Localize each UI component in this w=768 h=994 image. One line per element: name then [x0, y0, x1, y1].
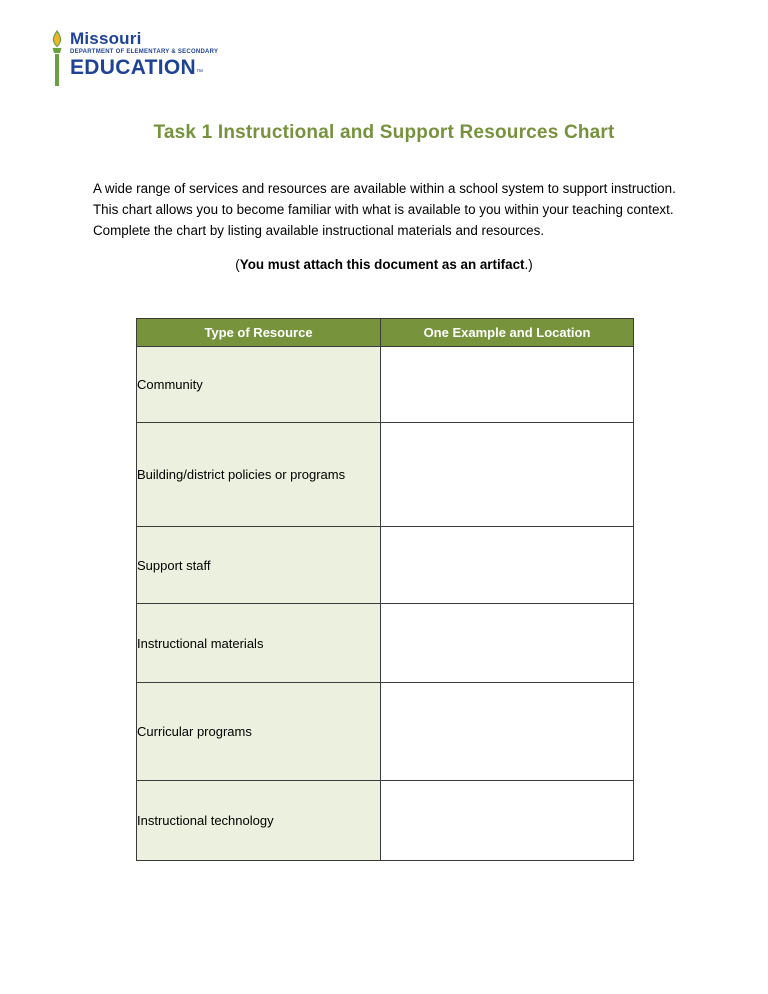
example-cell[interactable]	[381, 527, 634, 604]
logo-missouri: Missouri	[70, 29, 142, 48]
table-header-row	[137, 319, 634, 347]
trademark-symbol: ™	[195, 69, 204, 76]
table-row	[137, 347, 634, 423]
attach-note-close: .)	[524, 257, 533, 272]
example-cell[interactable]	[381, 683, 634, 781]
resource-type-cell: Community	[137, 347, 381, 423]
attach-note	[0, 257, 768, 272]
table-row	[137, 604, 634, 683]
example-cell[interactable]	[381, 604, 634, 683]
example-cell[interactable]	[381, 781, 634, 861]
table-row	[137, 527, 634, 604]
header-one-example-and-location: One Example and Location	[381, 319, 634, 347]
resource-type-cell: Curricular programs	[137, 683, 381, 781]
logo-department-line: DEPARTMENT OF ELEMENTARY & SECONDARY	[70, 49, 219, 55]
table-row	[137, 423, 634, 527]
logo-education	[70, 56, 218, 85]
table-row	[137, 781, 634, 861]
dese-logo	[48, 30, 768, 86]
example-cell[interactable]	[381, 423, 634, 527]
example-cell[interactable]	[381, 347, 634, 423]
intro-paragraph: A wide range of services and resources are available within a school system to support instruction. This chart allows you to become familiar with what is available to you within your teaching context. Complete the chart by listing available instructional materials and resources.	[93, 181, 676, 238]
logo-education-text: EDUCATION	[70, 56, 196, 79]
table-row	[137, 683, 634, 781]
resource-type-cell: Building/district policies or programs	[137, 423, 381, 527]
logo-text	[70, 30, 218, 85]
resource-type-cell: Support staff	[137, 527, 381, 604]
header-type-of-resource: Type of Resource	[137, 319, 381, 347]
resource-type-cell: Instructional materials	[137, 604, 381, 683]
resources-table	[136, 318, 634, 861]
resource-type-cell: Instructional technology	[137, 781, 381, 861]
attach-note-bold: You must attach this document as an artifact	[239, 257, 525, 272]
page-title: Task 1 Instructional and Support Resources Chart	[153, 122, 615, 143]
torch-icon	[48, 30, 66, 86]
attach-note-open: (	[235, 257, 240, 272]
